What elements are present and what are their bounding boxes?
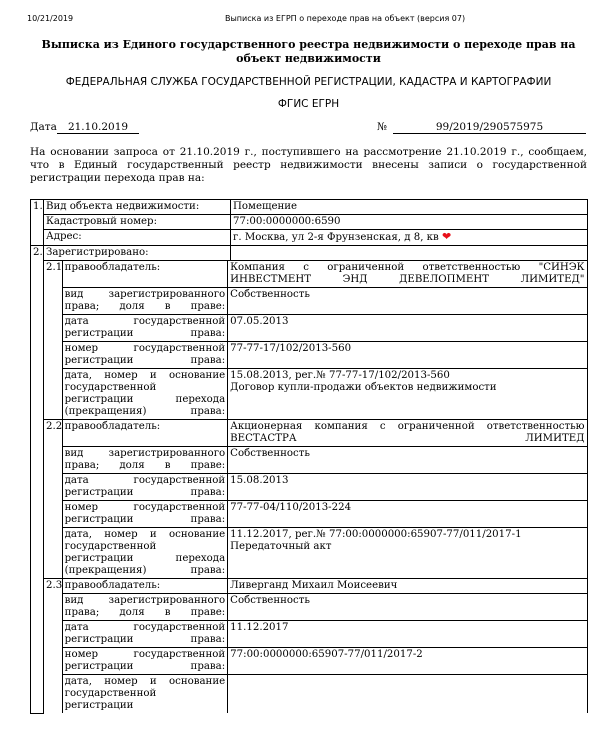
date-value: 21.10.2019 [57, 121, 139, 134]
holder-field-label: дата государственной регистрации права: [62, 474, 228, 501]
holder-row [44, 675, 587, 714]
document-title: Выписка из Единого государственного реестра недвижимости о переходе прав на объект недвижимости [41, 38, 576, 65]
transfer-basis: Передаточный акт [230, 541, 332, 552]
field-label: Кадастровый номер: [44, 215, 231, 230]
holder-field-value: 77-77-04/110/2013-224 [228, 501, 587, 528]
holder-row [44, 501, 587, 528]
date-label: Дата [30, 121, 57, 133]
holder-field-value: 77:00:0000000:65907-77/011/2017-2 [228, 648, 587, 675]
system-name: ФГИС ЕГРН [277, 98, 340, 110]
section-value [231, 246, 588, 261]
section-number: 1. [31, 200, 44, 246]
holder-row [44, 315, 587, 342]
transfer-registration: 11.12.2017, рег.№ 77:00:0000000:65907-77/011/2017-1 [230, 529, 522, 540]
table-row [31, 230, 588, 246]
holder-field-label: дата государственной регистрации права: [62, 621, 228, 648]
holder-field-label: вид зарегистрированного права; доля в праве: [62, 594, 228, 621]
holder-field-label: правообладатель: [62, 261, 228, 288]
field-label: Вид объекта недвижимости: [44, 200, 231, 215]
transfer-basis: Договор купли-продажи объектов недвижимости [230, 382, 497, 393]
table-row [31, 261, 588, 714]
holder-field-label: номер государственной регистрации права: [62, 501, 228, 528]
table-row [31, 215, 588, 230]
field-label: Адрес: [44, 230, 231, 246]
holder-number: 2.3 [44, 579, 62, 714]
table-row [31, 246, 588, 261]
heart-icon: ❤ [442, 230, 452, 243]
field-value: Помещение [231, 200, 588, 215]
holder-row [44, 447, 587, 474]
holder-field-label: вид зарегистрированного права; доля в праве: [62, 447, 228, 474]
holder-field-value: 77-77-17/102/2013-560 [228, 342, 587, 369]
print-header [0, 12, 607, 26]
holder-field-label: правообладатель: [62, 420, 228, 447]
holder-field-value: Собственность [228, 594, 587, 621]
holder-row [44, 369, 587, 420]
field-value [231, 230, 588, 246]
holders-table [44, 261, 588, 713]
holder-field-label: вид зарегистрированного права; доля в праве: [62, 288, 228, 315]
date-number-row [30, 121, 587, 137]
field-value [231, 215, 588, 230]
records-table [30, 199, 588, 714]
holder-row [44, 579, 587, 594]
holder-row [44, 342, 587, 369]
holder-field-value [228, 528, 587, 579]
holder-field-value [228, 675, 587, 714]
number-value: 99/2019/290575975 [393, 121, 586, 134]
holder-row [44, 420, 587, 447]
holder-field-label: номер государственной регистрации права: [62, 342, 228, 369]
intro-paragraph: На основании запроса от 21.10.2019 г., поступившего на рассмотрение 21.10.2019 г., сообщаем, что в Единый государственный реестр недвижимости внесены записи о государственной регистрации перехода прав на: [30, 146, 587, 184]
section-label: Зарегистрировано: [44, 246, 231, 261]
holder-field-label: правообладатель: [62, 579, 228, 594]
holder-field-label: дата, номер и основание государственной регистрации [62, 675, 228, 714]
holder-field-value: Компания с ограниченной ответственностью "СИНЭК ИНВЕСТМЕНТ ЭНД ДЕВЕЛОПМЕНТ ЛИМИТЕД" [228, 261, 587, 288]
print-date: 10/21/2019 [27, 14, 74, 23]
holder-field-label: дата, номер и основание государственной регистрации перехода (прекращения) права: [62, 528, 228, 579]
table-row [31, 200, 588, 215]
holder-number: 2.2 [44, 420, 62, 579]
address-value: г. Москва, ул 2-я Фрунзенская, д 8, кв [233, 232, 439, 243]
print-title: Выписка из ЕГРП о переходе прав на объект (версия 07) [225, 14, 466, 23]
holder-row [44, 288, 587, 315]
holder-row [44, 594, 587, 621]
holder-row [44, 528, 587, 579]
holder-field-value: Акционерная компания с ограниченной ответственностью ВЕСТАСТРА ЛИМИТЕД [228, 420, 587, 447]
section-number: 2. [31, 246, 44, 714]
agency-name: ФЕДЕРАЛЬНАЯ СЛУЖБА ГОСУДАРСТВЕННОЙ РЕГИСТРАЦИИ, КАДАСТРА И КАРТОГРАФИИ [65, 76, 552, 88]
holder-field-value: 15.08.2013 [228, 474, 587, 501]
holder-field-label: дата государственной регистрации права: [62, 315, 228, 342]
cadastral-number: 77:00:0000000:6590 [233, 216, 341, 227]
holders-container [44, 261, 588, 714]
holder-field-label: номер государственной регистрации права: [62, 648, 228, 675]
holder-field-value: Собственность [228, 447, 587, 474]
holder-row [44, 621, 587, 648]
holder-field-value: Собственность [228, 288, 587, 315]
holder-field-value: Ливерганд Михаил Моисеевич [228, 579, 587, 594]
holder-row [44, 474, 587, 501]
holder-number: 2.1 [44, 261, 62, 420]
holder-field-label: дата, номер и основание государственной регистрации перехода (прекращения) права: [62, 369, 228, 420]
holder-field-value: 07.05.2013 [228, 315, 587, 342]
number-label: № [377, 121, 387, 133]
holder-field-value: 11.12.2017 [228, 621, 587, 648]
holder-row [44, 261, 587, 288]
holder-row [44, 648, 587, 675]
transfer-registration: 15.08.2013, рег.№ 77-77-17/102/2013-560 [230, 370, 450, 381]
holder-field-value [228, 369, 587, 420]
